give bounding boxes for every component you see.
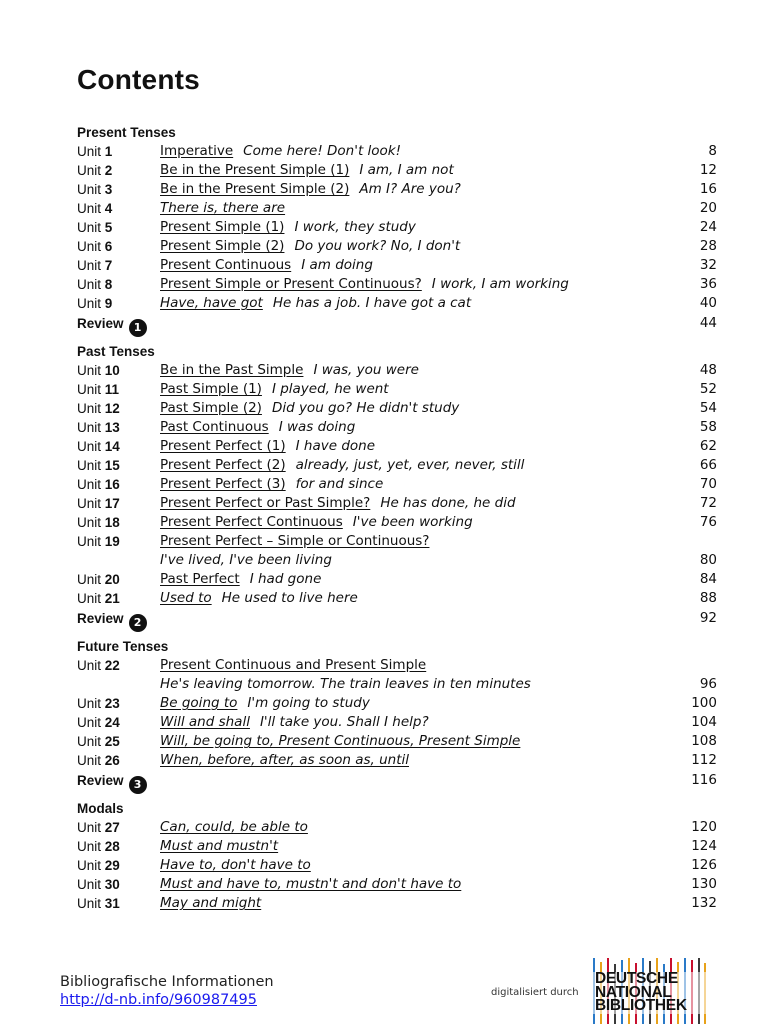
unit-word: Unit	[77, 658, 102, 673]
page-title: Contents	[77, 64, 200, 95]
unit-label	[77, 275, 157, 294]
unit-example: I was, you were	[313, 362, 419, 378]
unit-word: Unit	[77, 363, 102, 378]
section-heading: Modals	[77, 801, 124, 816]
unit-number: 10	[104, 363, 120, 378]
review-label: Review	[77, 316, 124, 331]
toc-unit-row[interactable]	[77, 142, 717, 161]
unit-label	[77, 856, 157, 875]
unit-entry	[160, 437, 657, 456]
page-number: 88	[699, 590, 717, 606]
toc-section	[77, 343, 717, 629]
page-number: 126	[691, 857, 717, 873]
unit-entry	[160, 161, 657, 180]
unit-topic: Used to	[160, 590, 212, 606]
page-number: 120	[691, 819, 717, 835]
unit-topic: Be in the Past Simple	[160, 362, 304, 378]
unit-label	[77, 656, 157, 675]
page-number: 100	[691, 695, 717, 711]
toc-unit-row[interactable]	[77, 380, 717, 399]
unit-label	[77, 894, 157, 913]
page-number: 84	[699, 571, 717, 587]
unit-label	[77, 218, 157, 237]
unit-word: Unit	[77, 753, 102, 768]
unit-entry	[160, 418, 657, 437]
unit-number: 14	[104, 439, 120, 454]
toc-unit-row[interactable]	[77, 513, 717, 532]
page-number: 58	[699, 419, 717, 435]
unit-label	[77, 475, 157, 494]
unit-topic: Past Simple (2)	[160, 400, 262, 416]
unit-label	[77, 837, 157, 856]
page-number: 116	[691, 772, 717, 788]
unit-number: 21	[104, 591, 120, 606]
unit-number: 19	[104, 534, 120, 549]
toc-unit-row[interactable]	[77, 875, 717, 894]
unit-label	[77, 818, 157, 837]
dnb-logo	[591, 958, 709, 1024]
unit-word: Unit	[77, 277, 102, 292]
page-number: 20	[699, 200, 717, 216]
unit-entry	[160, 275, 657, 294]
unit-topic: Must and have to, mustn't and don't have to	[160, 876, 462, 892]
toc-unit-row[interactable]	[77, 713, 717, 732]
page-number: 12	[699, 162, 717, 178]
page-number: 52	[699, 381, 717, 397]
page-number: 28	[699, 238, 717, 254]
unit-entry	[160, 494, 657, 513]
unit-entry	[160, 837, 657, 856]
unit-number: 15	[104, 458, 120, 473]
unit-word: Unit	[77, 820, 102, 835]
unit-label	[77, 294, 157, 313]
unit-label	[77, 732, 157, 751]
bibliographic-info-label: Bibliografische Informationen	[60, 974, 274, 990]
unit-entry	[160, 751, 657, 770]
unit-word: Unit	[77, 420, 102, 435]
unit-example: for and since	[295, 476, 384, 492]
unit-example: He has a job. I have got a cat	[272, 295, 472, 311]
unit-entry	[160, 294, 657, 313]
unit-entry	[160, 713, 657, 732]
dnb-link[interactable]: http://d-nb.info/960987495	[60, 992, 257, 1008]
unit-number: 9	[104, 296, 113, 311]
unit-word: Unit	[77, 534, 102, 549]
unit-word: Unit	[77, 496, 102, 511]
unit-word: Unit	[77, 239, 102, 254]
unit-number: 1	[104, 144, 113, 159]
unit-entry	[160, 894, 657, 913]
unit-word: Unit	[77, 201, 102, 216]
unit-example: I'm going to study	[247, 695, 370, 711]
unit-label	[77, 751, 157, 770]
unit-label	[77, 380, 157, 399]
unit-example: I've been working	[352, 514, 473, 530]
section-heading: Present Tenses	[77, 125, 176, 140]
unit-example: I had gone	[249, 571, 322, 587]
unit-topic: Present Continuous and Present Simple	[160, 657, 427, 673]
unit-number: 28	[104, 839, 120, 854]
toc-unit-row[interactable]	[77, 199, 717, 218]
unit-topic: Will, be going to, Present Continuous, Present Simple	[160, 733, 521, 749]
review-number-badge: 2	[129, 614, 147, 632]
page-number: 96	[699, 676, 717, 692]
page-number: 72	[699, 495, 717, 511]
unit-topic: Have, have got	[160, 295, 263, 311]
unit-number: 27	[104, 820, 120, 835]
unit-topic: Past Perfect	[160, 571, 240, 587]
toc-unit-row[interactable]	[77, 275, 717, 294]
table-of-contents	[77, 124, 717, 922]
unit-topic: May and might	[160, 895, 262, 911]
page-number: 132	[691, 895, 717, 911]
unit-number: 5	[104, 220, 113, 235]
review-row[interactable]	[77, 770, 717, 791]
unit-label	[77, 875, 157, 894]
toc-section	[77, 638, 717, 791]
page-number: 92	[699, 610, 717, 626]
review-row[interactable]	[77, 608, 717, 629]
unit-label	[77, 161, 157, 180]
unit-number: 6	[104, 239, 113, 254]
unit-number: 22	[104, 658, 120, 673]
unit-number: 3	[104, 182, 113, 197]
toc-unit-row[interactable]	[77, 361, 717, 380]
toc-unit-row[interactable]	[77, 837, 717, 856]
toc-unit-row[interactable]	[77, 532, 717, 570]
unit-topic: Present Perfect – Simple or Continuous?	[160, 533, 430, 549]
unit-number: 2	[104, 163, 113, 178]
unit-entry	[160, 589, 657, 608]
unit-topic: Have to, don't have to	[160, 857, 311, 873]
unit-label	[77, 418, 157, 437]
unit-entry	[160, 694, 657, 713]
page-number: 70	[699, 476, 717, 492]
unit-word: Unit	[77, 896, 102, 911]
unit-topic: Present Perfect (2)	[160, 457, 286, 473]
unit-label	[77, 570, 157, 589]
page-number: 62	[699, 438, 717, 454]
unit-word: Unit	[77, 296, 102, 311]
unit-entry	[160, 237, 657, 256]
unit-topic: Present Simple (2)	[160, 238, 285, 254]
unit-number: 24	[104, 715, 120, 730]
toc-unit-row[interactable]	[77, 894, 717, 913]
bibliographic-info	[60, 974, 274, 1008]
unit-entry	[160, 875, 657, 894]
unit-word: Unit	[77, 401, 102, 416]
toc-unit-row[interactable]	[77, 237, 717, 256]
unit-example: I've lived, I've been living	[160, 552, 332, 568]
unit-topic: Imperative	[160, 143, 234, 159]
unit-label	[77, 694, 157, 713]
unit-word: Unit	[77, 734, 102, 749]
unit-number: 20	[104, 572, 120, 587]
unit-label	[77, 713, 157, 732]
unit-number: 8	[104, 277, 113, 292]
page-number: 36	[699, 276, 717, 292]
unit-topic: Be going to	[160, 695, 238, 711]
unit-word: Unit	[77, 439, 102, 454]
unit-word: Unit	[77, 163, 102, 178]
review-number-badge: 1	[129, 319, 147, 337]
toc-unit-row[interactable]	[77, 256, 717, 275]
page-number: 32	[699, 257, 717, 273]
unit-example: Come here! Don't look!	[243, 143, 402, 159]
toc-unit-row[interactable]	[77, 399, 717, 418]
unit-label	[77, 589, 157, 608]
unit-number: 13	[104, 420, 120, 435]
unit-entry	[160, 456, 657, 475]
toc-unit-row[interactable]	[77, 294, 717, 313]
unit-label	[77, 199, 157, 218]
unit-label	[77, 142, 157, 161]
unit-number: 7	[104, 258, 113, 273]
toc-unit-row[interactable]	[77, 818, 717, 837]
page-number: 130	[691, 876, 717, 892]
unit-label	[77, 180, 157, 199]
unit-topic: Will and shall	[160, 714, 250, 730]
unit-word: Unit	[77, 715, 102, 730]
unit-number: 4	[104, 201, 113, 216]
page-number: 44	[699, 315, 717, 331]
unit-word: Unit	[77, 382, 102, 397]
unit-number: 18	[104, 515, 120, 530]
toc-unit-row[interactable]	[77, 418, 717, 437]
unit-topic: Be in the Present Simple (1)	[160, 162, 350, 178]
unit-label	[77, 399, 157, 418]
unit-entry	[160, 856, 657, 875]
unit-word: Unit	[77, 458, 102, 473]
page-number: 124	[691, 838, 717, 854]
review-label: Review	[77, 611, 124, 626]
unit-topic: Present Continuous	[160, 257, 292, 273]
toc-unit-row[interactable]	[77, 494, 717, 513]
unit-word: Unit	[77, 220, 102, 235]
unit-topic: Present Perfect or Past Simple?	[160, 495, 371, 511]
unit-example: Did you go? He didn't study	[271, 400, 460, 416]
page-number: 66	[699, 457, 717, 473]
unit-topic: Present Perfect (3)	[160, 476, 286, 492]
unit-entry	[160, 532, 657, 570]
unit-entry	[160, 656, 657, 694]
unit-label	[77, 361, 157, 380]
unit-word: Unit	[77, 839, 102, 854]
unit-topic: There is, there are	[160, 200, 286, 216]
unit-example: He's leaving tomorrow. The train leaves in ten minutes	[160, 676, 531, 692]
toc-unit-row[interactable]	[77, 456, 717, 475]
unit-entry	[160, 475, 657, 494]
toc-unit-row[interactable]	[77, 437, 717, 456]
toc-unit-row[interactable]	[77, 732, 717, 751]
unit-example: He has done, he did	[380, 495, 516, 511]
unit-entry	[160, 732, 657, 751]
unit-number: 29	[104, 858, 120, 873]
toc-unit-row[interactable]	[77, 856, 717, 875]
unit-example: I played, he went	[271, 381, 389, 397]
unit-topic: Present Simple (1)	[160, 219, 285, 235]
unit-entry	[160, 399, 657, 418]
unit-topic: Past Continuous	[160, 419, 269, 435]
page-number: 108	[691, 733, 717, 749]
unit-entry	[160, 180, 657, 199]
dnb-logo-line: NATIONAL	[595, 983, 672, 1001]
review-number-badge: 3	[129, 776, 147, 794]
unit-label	[77, 494, 157, 513]
unit-topic: Must and mustn't	[160, 838, 279, 854]
unit-example: Am I? Are you?	[359, 181, 461, 197]
unit-number: 11	[104, 382, 120, 397]
unit-number: 30	[104, 877, 120, 892]
page-number: 80	[699, 552, 717, 568]
unit-example: I work, I am working	[431, 276, 569, 292]
unit-entry	[160, 380, 657, 399]
unit-number: 16	[104, 477, 120, 492]
unit-example: He used to live here	[221, 590, 358, 606]
unit-topic: When, before, after, as soon as, until	[160, 752, 409, 768]
toc-unit-row[interactable]	[77, 751, 717, 770]
unit-example: Do you work? No, I don't	[294, 238, 461, 254]
unit-number: 17	[104, 496, 120, 511]
unit-example: I work, they study	[294, 219, 416, 235]
unit-example: I was doing	[278, 419, 356, 435]
toc-section	[77, 800, 717, 913]
unit-entry	[160, 361, 657, 380]
unit-label	[77, 456, 157, 475]
unit-entry	[160, 256, 657, 275]
unit-number: 12	[104, 401, 120, 416]
dnb-logo-line: BIBLIOTHEK	[595, 997, 687, 1014]
unit-example: I am doing	[301, 257, 373, 273]
unit-example: I'll take you. Shall I help?	[259, 714, 429, 730]
unit-word: Unit	[77, 477, 102, 492]
page-number: 54	[699, 400, 717, 416]
unit-word: Unit	[77, 144, 102, 159]
toc-unit-row[interactable]	[77, 161, 717, 180]
page-number: 40	[699, 295, 717, 311]
toc-unit-row[interactable]	[77, 570, 717, 589]
dnb-logo-line: DEUTSCHE	[595, 970, 678, 987]
unit-label	[77, 513, 157, 532]
unit-number: 23	[104, 696, 120, 711]
digitized-by-note: digitalisiert durch	[491, 987, 579, 998]
unit-word: Unit	[77, 858, 102, 873]
unit-example: I have done	[295, 438, 376, 454]
unit-entry	[160, 199, 657, 218]
page-number: 112	[691, 752, 717, 768]
unit-entry	[160, 142, 657, 161]
unit-topic: Present Perfect (1)	[160, 438, 286, 454]
section-heading: Future Tenses	[77, 639, 169, 654]
dnb-logo-text	[595, 972, 687, 1013]
section-heading: Past Tenses	[77, 344, 155, 359]
toc-unit-row[interactable]	[77, 656, 717, 694]
unit-topic: Can, could, be able to	[160, 819, 308, 835]
toc-section	[77, 124, 717, 334]
review-row[interactable]	[77, 313, 717, 334]
unit-topic: Past Simple (1)	[160, 381, 262, 397]
unit-example: I am, I am not	[359, 162, 454, 178]
unit-word: Unit	[77, 696, 102, 711]
unit-entry	[160, 818, 657, 837]
toc-unit-row[interactable]	[77, 180, 717, 199]
unit-number: 31	[104, 896, 120, 911]
toc-unit-row[interactable]	[77, 694, 717, 713]
toc-unit-row[interactable]	[77, 218, 717, 237]
unit-word: Unit	[77, 591, 102, 606]
unit-entry	[160, 218, 657, 237]
unit-topic: Be in the Present Simple (2)	[160, 181, 350, 197]
page-number: 104	[691, 714, 717, 730]
unit-example: already, just, yet, ever, never, still	[295, 457, 525, 473]
unit-word: Unit	[77, 258, 102, 273]
page-number: 24	[699, 219, 717, 235]
page-number: 76	[699, 514, 717, 530]
unit-word: Unit	[77, 877, 102, 892]
page-number: 48	[699, 362, 717, 378]
page-number: 16	[699, 181, 717, 197]
toc-unit-row[interactable]	[77, 475, 717, 494]
unit-word: Unit	[77, 182, 102, 197]
unit-topic: Present Simple or Present Continuous?	[160, 276, 422, 292]
unit-label	[77, 532, 157, 551]
unit-word: Unit	[77, 572, 102, 587]
unit-entry	[160, 570, 657, 589]
unit-number: 25	[104, 734, 120, 749]
unit-number: 26	[104, 753, 120, 768]
unit-label	[77, 256, 157, 275]
review-label: Review	[77, 773, 124, 788]
unit-label	[77, 437, 157, 456]
unit-topic: Present Perfect Continuous	[160, 514, 343, 530]
page-number: 8	[708, 143, 717, 159]
toc-unit-row[interactable]	[77, 589, 717, 608]
unit-entry	[160, 513, 657, 532]
unit-label	[77, 237, 157, 256]
unit-word: Unit	[77, 515, 102, 530]
